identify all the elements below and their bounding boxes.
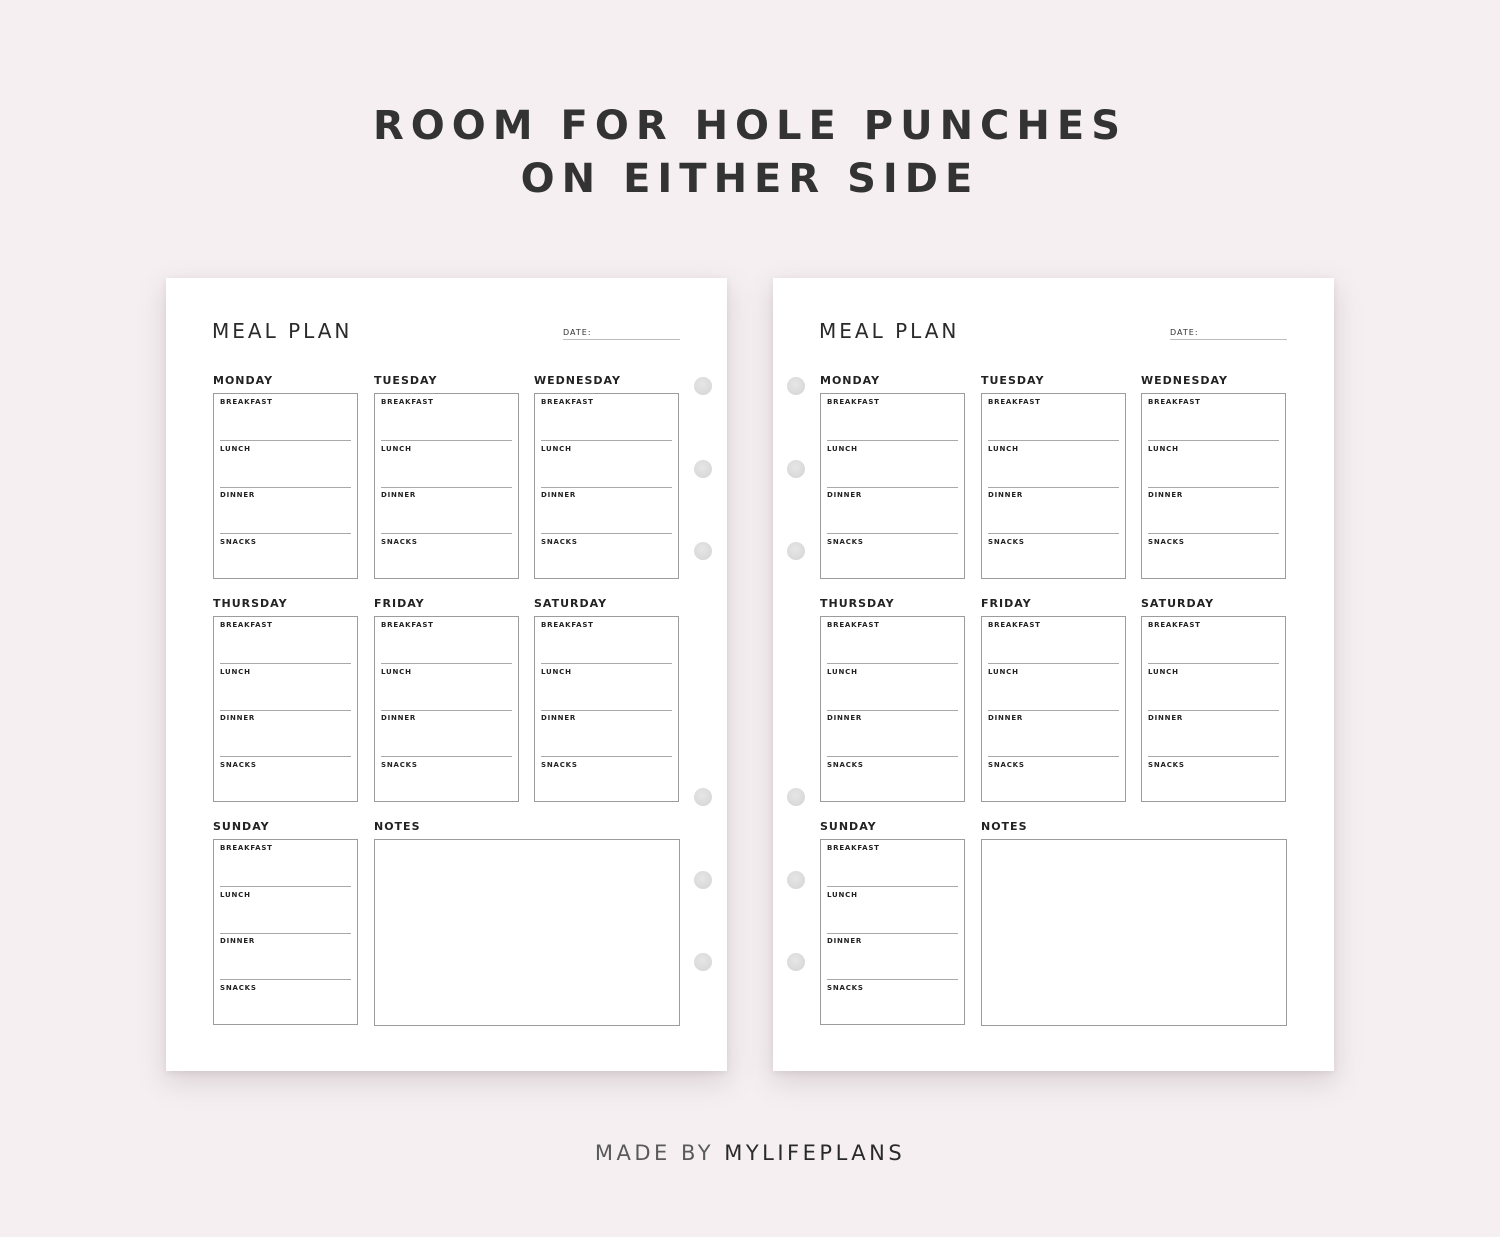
meal-section-snacks[interactable]: [214, 980, 357, 1027]
meal-label-breakfast: BREAKFAST: [988, 621, 1041, 629]
meal-section-snacks[interactable]: [375, 757, 518, 804]
notes-box[interactable]: [374, 839, 680, 1026]
meal-label-breakfast: BREAKFAST: [381, 621, 434, 629]
meal-label-breakfast: BREAKFAST: [541, 398, 594, 406]
meal-section-lunch[interactable]: [375, 664, 518, 711]
meal-section-snacks[interactable]: [535, 757, 678, 804]
meal-section-snacks[interactable]: [821, 757, 964, 804]
meal-label-breakfast: BREAKFAST: [1148, 398, 1201, 406]
notes-label: NOTES: [374, 820, 421, 833]
meal-label-dinner: DINNER: [541, 491, 577, 500]
hole-punch-icon: [694, 460, 712, 478]
meal-section-dinner[interactable]: [375, 487, 518, 534]
meal-section-lunch[interactable]: [375, 441, 518, 488]
meal-section-breakfast[interactable]: [982, 617, 1125, 664]
meal-section-breakfast[interactable]: [821, 840, 964, 887]
meal-section-lunch[interactable]: [821, 441, 964, 488]
day-box-thursday: [820, 616, 965, 802]
meal-section-breakfast[interactable]: [535, 617, 678, 664]
hole-punch-icon: [787, 460, 805, 478]
meal-label-lunch: LUNCH: [1148, 444, 1179, 453]
day-label-friday: FRIDAY: [981, 597, 1032, 610]
meal-label-snacks: SNACKS: [381, 761, 418, 769]
meal-section-breakfast[interactable]: [1142, 617, 1285, 664]
headline: [0, 100, 1500, 206]
meal-label-breakfast: BREAKFAST: [220, 621, 273, 629]
hole-punch-icon: [694, 542, 712, 560]
meal-label-snacks: SNACKS: [220, 538, 257, 546]
meal-label-dinner: DINNER: [827, 937, 863, 946]
meal-section-snacks[interactable]: [821, 534, 964, 581]
meal-label-lunch: LUNCH: [220, 667, 251, 676]
meal-section-snacks[interactable]: [535, 534, 678, 581]
headline-line-1: ROOM FOR HOLE PUNCHES: [372, 103, 1128, 149]
meal-label-dinner: DINNER: [541, 714, 577, 723]
meal-section-breakfast[interactable]: [375, 394, 518, 441]
hole-punch-icon: [694, 871, 712, 889]
day-box-thursday: [213, 616, 358, 802]
hole-punch-icon: [694, 788, 712, 806]
meal-section-breakfast[interactable]: [535, 394, 678, 441]
meal-label-lunch: LUNCH: [220, 444, 251, 453]
meal-section-lunch[interactable]: [535, 441, 678, 488]
meal-label-lunch: LUNCH: [827, 667, 858, 676]
day-label-sunday: SUNDAY: [213, 820, 270, 833]
meal-section-lunch[interactable]: [982, 441, 1125, 488]
meal-section-breakfast[interactable]: [1142, 394, 1285, 441]
meal-label-snacks: SNACKS: [988, 538, 1025, 546]
meal-section-snacks[interactable]: [214, 757, 357, 804]
meal-section-snacks[interactable]: [982, 534, 1125, 581]
meal-label-dinner: DINNER: [827, 491, 863, 500]
day-label-thursday: THURSDAY: [820, 597, 895, 610]
day-box-friday: [981, 616, 1126, 802]
notes-label: NOTES: [981, 820, 1028, 833]
hole-punch-icon: [694, 953, 712, 971]
meal-section-dinner[interactable]: [1142, 710, 1285, 757]
day-label-sunday: SUNDAY: [820, 820, 877, 833]
day-box-monday: [213, 393, 358, 579]
meal-label-snacks: SNACKS: [827, 761, 864, 769]
meal-label-dinner: DINNER: [381, 491, 417, 500]
meal-section-snacks[interactable]: [821, 980, 964, 1027]
meal-section-lunch[interactable]: [982, 664, 1125, 711]
meal-section-breakfast[interactable]: [821, 394, 964, 441]
meal-label-breakfast: BREAKFAST: [827, 844, 880, 852]
meal-section-lunch[interactable]: [1142, 441, 1285, 488]
meal-label-snacks: SNACKS: [1148, 538, 1185, 546]
meal-section-snacks[interactable]: [214, 534, 357, 581]
meal-section-breakfast[interactable]: [214, 617, 357, 664]
meal-label-lunch: LUNCH: [988, 667, 1019, 676]
meal-section-breakfast[interactable]: [375, 617, 518, 664]
date-label: DATE:: [1170, 328, 1199, 337]
meal-section-breakfast[interactable]: [821, 617, 964, 664]
page-title: MEAL PLAN: [212, 319, 353, 343]
meal-label-dinner: DINNER: [827, 714, 863, 723]
meal-label-dinner: DINNER: [220, 491, 256, 500]
day-label-monday: MONDAY: [213, 374, 274, 387]
meal-label-snacks: SNACKS: [381, 538, 418, 546]
day-label-monday: MONDAY: [820, 374, 881, 387]
meal-section-snacks[interactable]: [982, 757, 1125, 804]
meal-section-breakfast[interactable]: [214, 840, 357, 887]
meal-label-snacks: SNACKS: [220, 984, 257, 992]
meal-label-snacks: SNACKS: [541, 761, 578, 769]
day-box-wednesday: [534, 393, 679, 579]
meal-label-dinner: DINNER: [220, 714, 256, 723]
meal-section-dinner[interactable]: [821, 487, 964, 534]
day-box-sunday: [213, 839, 358, 1025]
meal-label-snacks: SNACKS: [541, 538, 578, 546]
day-box-sunday: [820, 839, 965, 1025]
date-input-line[interactable]: [563, 339, 680, 340]
meal-section-dinner[interactable]: [214, 487, 357, 534]
meal-label-lunch: LUNCH: [381, 667, 412, 676]
day-box-friday: [374, 616, 519, 802]
hole-punch-icon: [787, 871, 805, 889]
footer-brand: MYLIFEPLANS: [724, 1141, 906, 1165]
day-box-saturday: [534, 616, 679, 802]
day-label-friday: FRIDAY: [374, 597, 425, 610]
meal-label-dinner: DINNER: [988, 491, 1024, 500]
meal-section-snacks[interactable]: [1142, 534, 1285, 581]
day-box-monday: [820, 393, 965, 579]
meal-section-breakfast[interactable]: [982, 394, 1125, 441]
day-label-tuesday: TUESDAY: [981, 374, 1045, 387]
footer-made-by: MADE BY: [594, 1141, 715, 1165]
meal-label-dinner: DINNER: [1148, 714, 1184, 723]
meal-label-breakfast: BREAKFAST: [827, 621, 880, 629]
day-box-saturday: [1141, 616, 1286, 802]
meal-label-lunch: LUNCH: [541, 667, 572, 676]
meal-section-dinner[interactable]: [214, 710, 357, 757]
meal-label-lunch: LUNCH: [827, 444, 858, 453]
hole-punch-icon: [787, 542, 805, 560]
day-box-tuesday: [374, 393, 519, 579]
day-label-wednesday: WEDNESDAY: [534, 374, 621, 387]
meal-label-lunch: LUNCH: [381, 444, 412, 453]
day-label-saturday: SATURDAY: [534, 597, 608, 610]
meal-section-dinner[interactable]: [982, 487, 1125, 534]
meal-section-dinner[interactable]: [1142, 487, 1285, 534]
meal-label-breakfast: BREAKFAST: [541, 621, 594, 629]
meal-section-snacks[interactable]: [1142, 757, 1285, 804]
notes-box[interactable]: [981, 839, 1287, 1026]
meal-section-dinner[interactable]: [214, 933, 357, 980]
meal-label-snacks: SNACKS: [827, 538, 864, 546]
meal-section-lunch[interactable]: [1142, 664, 1285, 711]
hole-punch-icon: [694, 377, 712, 395]
meal-section-dinner[interactable]: [375, 710, 518, 757]
meal-label-snacks: SNACKS: [827, 984, 864, 992]
day-label-saturday: SATURDAY: [1141, 597, 1215, 610]
meal-section-dinner[interactable]: [982, 710, 1125, 757]
meal-label-lunch: LUNCH: [220, 890, 251, 899]
meal-label-lunch: LUNCH: [1148, 667, 1179, 676]
meal-label-lunch: LUNCH: [988, 444, 1019, 453]
meal-label-lunch: LUNCH: [827, 890, 858, 899]
meal-section-lunch[interactable]: [535, 664, 678, 711]
day-label-thursday: THURSDAY: [213, 597, 288, 610]
meal-label-breakfast: BREAKFAST: [1148, 621, 1201, 629]
meal-label-dinner: DINNER: [1148, 491, 1184, 500]
meal-section-dinner[interactable]: [821, 933, 964, 980]
meal-label-snacks: SNACKS: [220, 761, 257, 769]
day-label-wednesday: WEDNESDAY: [1141, 374, 1228, 387]
date-input-line[interactable]: [1170, 339, 1287, 340]
meal-section-lunch[interactable]: [214, 664, 357, 711]
meal-section-lunch[interactable]: [214, 887, 357, 934]
meal-label-dinner: DINNER: [220, 937, 256, 946]
meal-label-dinner: DINNER: [381, 714, 417, 723]
meal-section-snacks[interactable]: [375, 534, 518, 581]
meal-label-lunch: LUNCH: [541, 444, 572, 453]
hole-punch-icon: [787, 953, 805, 971]
meal-label-breakfast: BREAKFAST: [220, 844, 273, 852]
day-box-tuesday: [981, 393, 1126, 579]
meal-section-breakfast[interactable]: [214, 394, 357, 441]
meal-section-lunch[interactable]: [214, 441, 357, 488]
meal-label-snacks: SNACKS: [1148, 761, 1185, 769]
footer: [0, 1139, 1500, 1167]
day-label-tuesday: TUESDAY: [374, 374, 438, 387]
meal-section-dinner[interactable]: [535, 710, 678, 757]
meal-label-breakfast: BREAKFAST: [827, 398, 880, 406]
headline-line-2: ON EITHER SIDE: [520, 156, 980, 202]
day-box-wednesday: [1141, 393, 1286, 579]
meal-label-dinner: DINNER: [988, 714, 1024, 723]
meal-section-dinner[interactable]: [535, 487, 678, 534]
meal-section-dinner[interactable]: [821, 710, 964, 757]
meal-label-breakfast: BREAKFAST: [988, 398, 1041, 406]
meal-section-lunch[interactable]: [821, 664, 964, 711]
meal-section-lunch[interactable]: [821, 887, 964, 934]
date-label: DATE:: [563, 328, 592, 337]
page-title: MEAL PLAN: [819, 319, 960, 343]
meal-label-breakfast: BREAKFAST: [381, 398, 434, 406]
meal-label-snacks: SNACKS: [988, 761, 1025, 769]
meal-label-breakfast: BREAKFAST: [220, 398, 273, 406]
hole-punch-icon: [787, 788, 805, 806]
hole-punch-icon: [787, 377, 805, 395]
